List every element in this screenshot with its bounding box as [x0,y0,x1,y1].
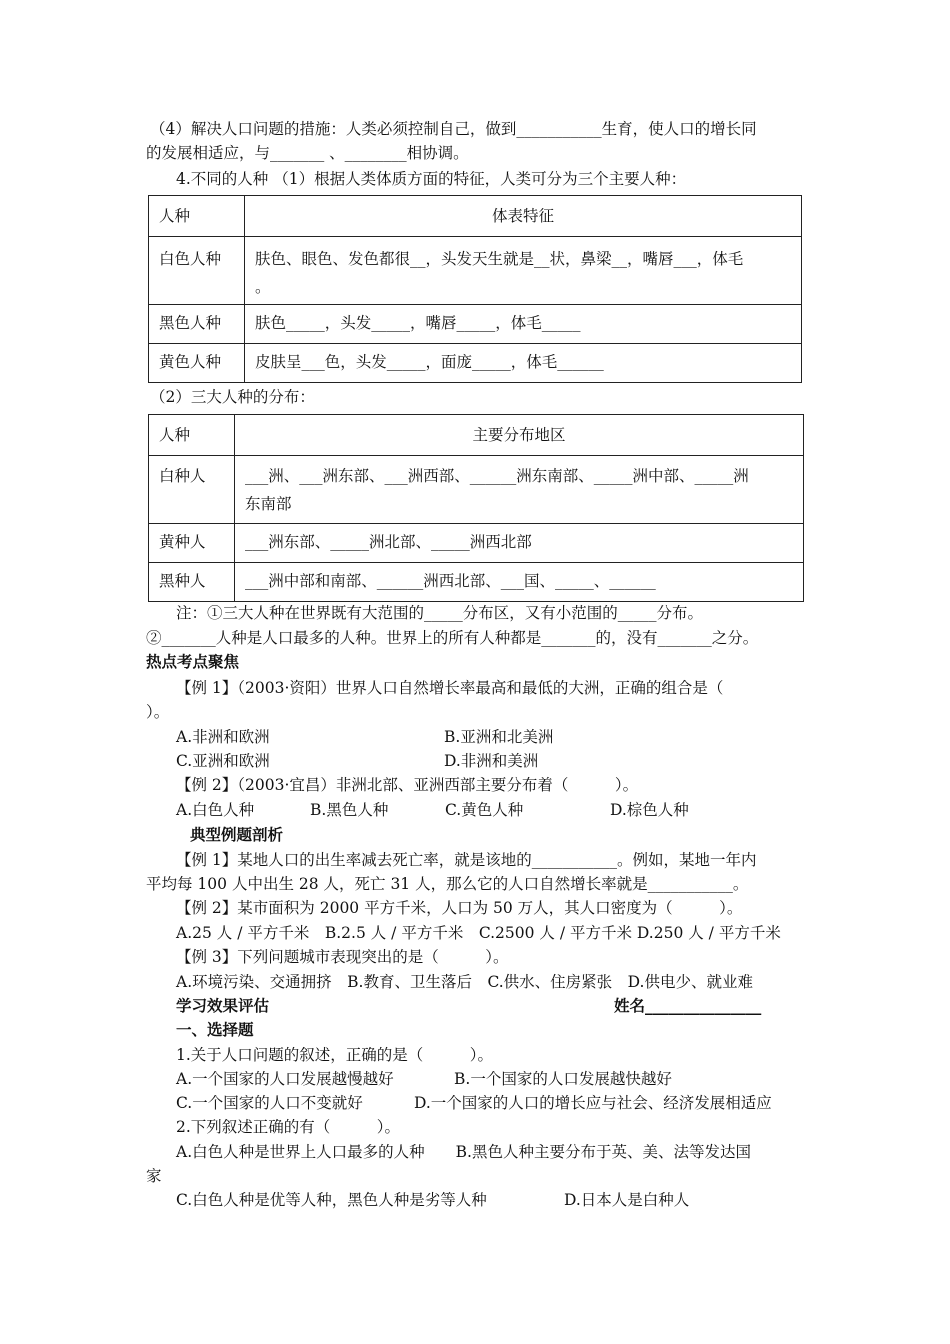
features-text: 肤色、眼色、发色都很__，头发天生就是__状，鼻梁__，嘴唇___，体毛 [255,250,744,268]
features-text-cont: 。 [255,278,271,296]
measures-line-2: 的发展相适应，与_______ 、________相协调。 [146,144,469,162]
example-1-question: 【例 1】（2003·资阳）世界人口自然增长率最高和最低的大洲，正确的组合是（ [176,679,724,697]
name-field: 姓名_______________ [614,996,762,1015]
table-row [149,237,802,305]
measures-line-1: （4）解决人口问题的措施：人类必须控制自己，做到___________生育，使人口的增长同 [150,120,757,138]
example-1-question-cont: ）。 [146,703,170,721]
example-2-option-d: D.棕色人种 [610,801,689,819]
example-1-option-b: B.亚洲和北美洲 [444,728,554,746]
areas-cell: ___洲东部、_____洲北部、_____洲西北部 [235,524,804,563]
features-cell: 肤色_____，头发_____，嘴唇_____，体毛_____ [245,305,802,344]
typical-2-options: A.25 人 / 平方千米 B.2.5 人 / 平方千米 C.2500 人 / 平方千米 D.250 人 / 平方千米 [176,924,781,942]
question-2: 2.下列叙述正确的有（ ）。 [176,1118,401,1136]
question-1-option-d: D.一个国家的人口的增长应与社会、经济发展相适应 [414,1094,772,1112]
header-areas: 主要分布地区 [235,415,804,456]
typical-1-line-1: 【例 1】某地人口的出生率减去死亡率，就是该地的___________。例如，某地一年内 [176,851,757,869]
race-cell: 白种人 [149,456,235,524]
table-row [149,563,804,602]
typical-3-question: 【例 3】下列问题城市表现突出的是（ ）。 [176,948,509,966]
example-1-option-a: A.非洲和欧洲 [176,728,270,746]
section-1-heading: 一、选择题 [176,1020,254,1039]
table-row [149,524,804,563]
areas-text-cont: 东南部 [245,495,292,513]
question-2-options-ab-cont: 家 [146,1167,162,1185]
question-2-option-d: D.日本人是白种人 [564,1191,690,1209]
example-1-option-d: D.非洲和美洲 [444,752,539,770]
header-race: 人种 [149,415,235,456]
typical-1-line-2: 平均每 100 人中出生 28 人，死亡 31 人，那么它的人口自然增长率就是___________。 [146,875,749,893]
areas-cell [235,456,804,524]
example-2-option-a: A.白色人种 [176,801,255,819]
race-cell: 黄种人 [149,524,235,563]
note-line-2: ②_______人种是人口最多的人种。世界上的所有人种都是_______的，没有_______之分。 [146,629,759,647]
question-2-option-c: C.白色人种是优等人种，黑色人种是劣等人种 [176,1191,487,1209]
features-cell [245,237,802,305]
question-2-options-ab: A.白色人种是世界上人口最多的人种 B.黑色人种主要分布于英、美、法等发达国 [176,1143,751,1161]
features-cell: 皮肤呈___色，头发_____，面庞_____，体毛______ [245,344,802,383]
areas-cell: ___洲中部和南部、______洲西北部、___国、_____、______ [235,563,804,602]
typical-2-question: 【例 2】某市面积为 2000 平方千米，人口为 50 万人，其人口密度为（ ）。 [176,899,743,917]
note-line-1: 注：①三大人种在世界既有大范围的_____分布区，又有小范围的_____分布。 [176,604,704,622]
table-header-row [149,196,802,237]
typical-3-options: A.环境污染、交通拥挤 B.教育、卫生落后 C.供水、住房紧张 D.供电少、就业难 [176,973,753,991]
example-2-option-c: C.黄色人种 [445,801,524,819]
race-features-table [148,195,802,383]
question-1-option-a: A.一个国家的人口发展越慢越好 [176,1070,394,1088]
question-1: 1.关于人口问题的叙述，正确的是（ ）。 [176,1046,494,1064]
header-features: 体表特征 [245,196,802,237]
header-race: 人种 [149,196,245,237]
table-header-row [149,415,804,456]
race-cell: 黄色人种 [149,344,245,383]
table-row [149,305,802,344]
example-2-question: 【例 2】（2003·宜昌）非洲北部、亚洲西部主要分布着（ ）。 [176,776,639,794]
typical-examples-heading: 典型例题剖析 [190,825,284,844]
areas-text: ___洲、___洲东部、___洲西部、______洲东南部、_____洲中部、_____洲 [245,467,749,485]
race-intro: 4.不同的人种 （1）根据人类体质方面的特征，人类可分为三个主要人种： [176,170,687,188]
table-row [149,456,804,524]
distribution-title: （2）三大人种的分布： [150,388,315,406]
table-row [149,344,802,383]
example-1-option-c: C.亚洲和欧洲 [176,752,270,770]
race-distribution-table [148,414,804,602]
race-cell: 黑色人种 [149,305,245,344]
example-2-option-b: B.黑色人种 [310,801,389,819]
question-1-option-c: C.一个国家的人口不变就好 [176,1094,363,1112]
hot-topics-heading: 热点考点聚焦 [146,652,240,671]
race-cell: 白色人种 [149,237,245,305]
race-cell: 黑种人 [149,563,235,602]
evaluation-heading: 学习效果评估 [176,996,270,1015]
question-1-option-b: B.一个国家的人口发展越快越好 [454,1070,672,1088]
